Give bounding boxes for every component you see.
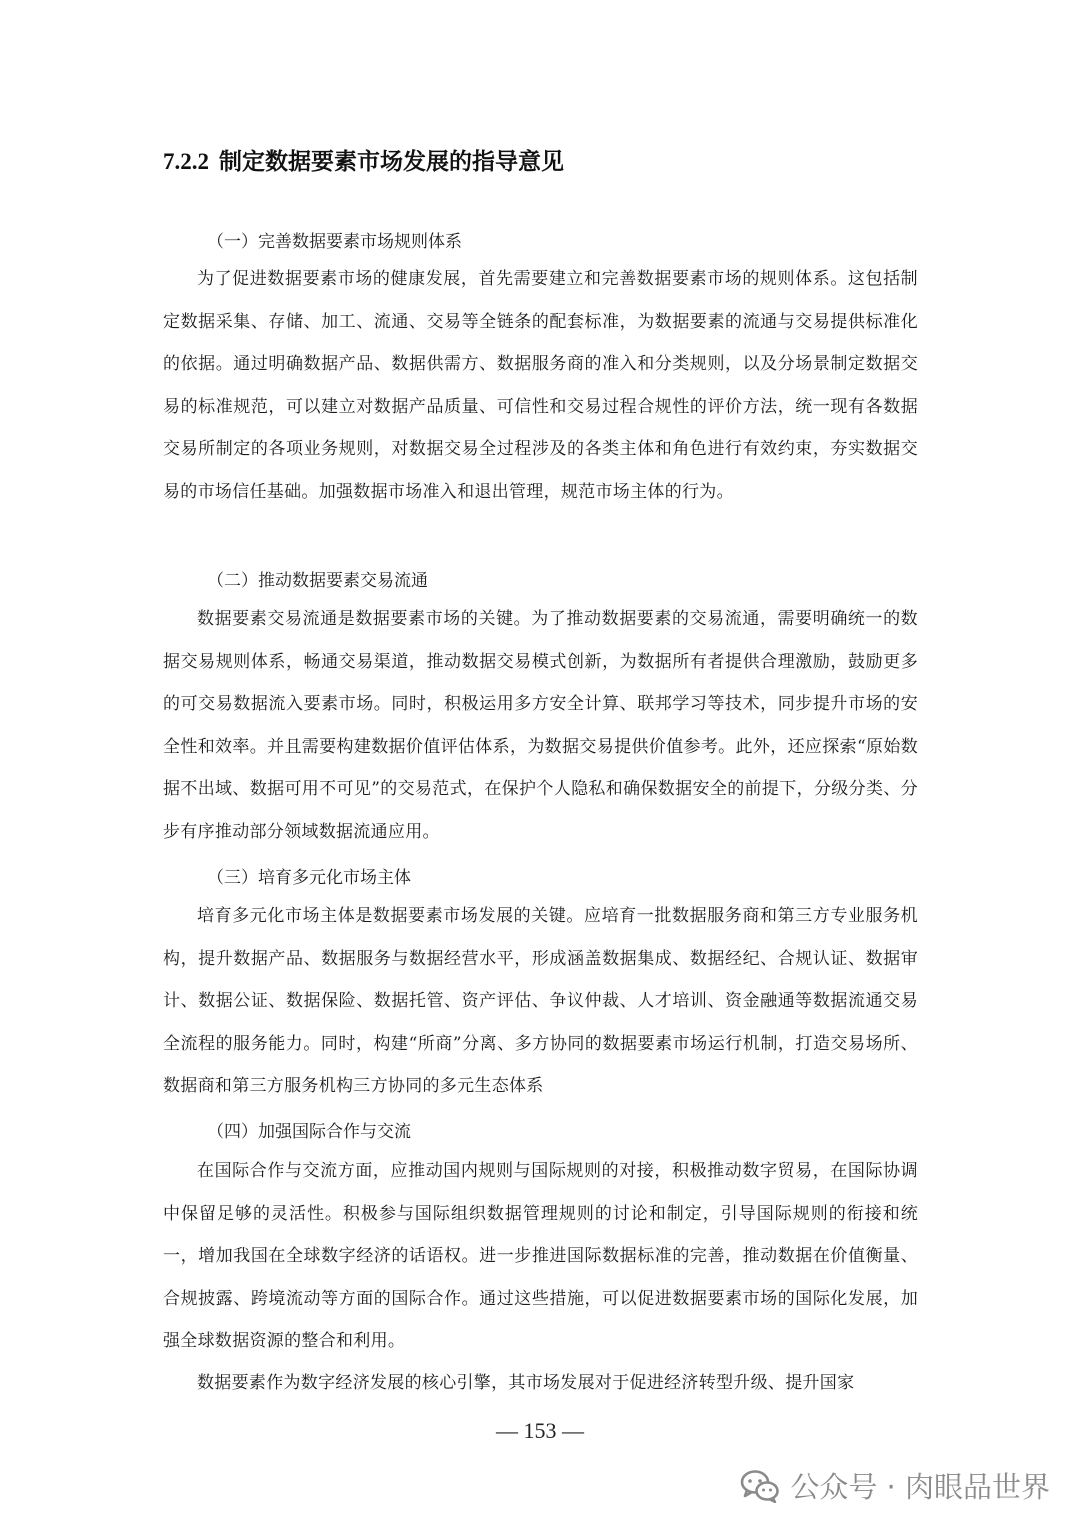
- paragraph-block-1: [163, 258, 918, 513]
- section-number: 7.2.2: [163, 149, 209, 174]
- paragraph-4: 在国际合作与交流方面，应推动国内规则与国际规则的对接，积极推动数字贸易，在国际协调中保留足够的灵活性。积极参与国际组织数据管理规则的讨论和制定，引导国际规则的衔接和统一，增加我国在全球数字经济的话语权。进一步推进国际数据标准的完善，推动数据在价值衡量、合规披露、跨境流动等方面的国际合作。通过这些措施，可以促进数据要素市场的国际化发展，加强全球数据资源的整合和利用。: [163, 1161, 918, 1351]
- paragraph-2: 数据要素交易流通是数据要素市场的关键。为了推动数据要素的交易流通，需要明确统一的数据交易规则体系，畅通交易渠道，推动数据交易模式创新，为数据所有者提供合理激励，鼓励更多的可交易数据流入要素市场。同时，积极运用多方安全计算、联邦学习等技术，同步提升市场的安全性和效率。并且需要构建数据价值评估体系，为数据交易提供价值参考。此外，还应探索“原始数据不出域、数据可用不可见”的交易范式，在保护个人隐私和确保数据安全的前提下，分级分类、分步有序推动部分领域数据流通应用。: [163, 609, 918, 842]
- section-title: 制定数据要素市场发展的指导意见: [219, 148, 564, 175]
- paragraph-3: 培育多元化市场主体是数据要素市场发展的关键。应培育一批数据服务商和第三方专业服务机构，提升数据产品、数据服务与数据经营水平，形成涵盖数据集成、数据经纪、合规认证、数据审计、数据公证、数据保险、数据托管、资产评估、争议仲裁、人才培训、资金融通等数据流通交易全流程的服务能力。同时，构建“所商”分离、多方协同的数据要素市场运行机制，打造交易场所、数据商和第三方服务机构三方协同的多元生态体系: [163, 906, 918, 1096]
- section-heading: [163, 143, 564, 176]
- paragraph-block-2: [163, 598, 918, 853]
- paragraph-block-4: [163, 1150, 918, 1363]
- paragraph-1: 为了促进数据要素市场的健康发展，首先需要建立和完善数据要素市场的规则体系。这包括制定数据采集、存储、加工、流通、交易等全链条的配套标准，为数据要素的流通与交易提供标准化的依据。通过明确数据产品、数据供需方、数据服务商的准入和分类规则，以及分场景制定数据交易的标准规范，可以建立对数据产品质量、可信性和交易过程合规性的评价方法，统一现有各数据交易所制定的各项业务规则，对数据交易全过程涉及的各类主体和角色进行有效约束，夯实数据交易的市场信任基础。加强数据市场准入和退出管理，规范市场主体的行为。: [163, 269, 918, 502]
- page-number: — 153 —: [496, 1418, 584, 1443]
- subheading-1: （一）完善数据要素市场规则体系: [207, 232, 462, 252]
- paragraph-block-5: [163, 1362, 918, 1405]
- watermark-text: 公众号 · 肉眼品世界: [790, 1470, 1050, 1504]
- subheading-3: （三）培育多元化市场主体: [207, 868, 411, 888]
- closing-paragraph: 数据要素作为数字经济发展的核心引擎，其市场发展对于促进经济转型升级、提升国家: [197, 1373, 855, 1393]
- subheading-4: （四）加强国际合作与交流: [207, 1122, 411, 1142]
- paragraph-block-3: [163, 895, 918, 1108]
- subheading-2: （二）推动数据要素交易流通: [207, 571, 428, 591]
- wechat-icon: [740, 1469, 780, 1503]
- watermark: [740, 1465, 1050, 1506]
